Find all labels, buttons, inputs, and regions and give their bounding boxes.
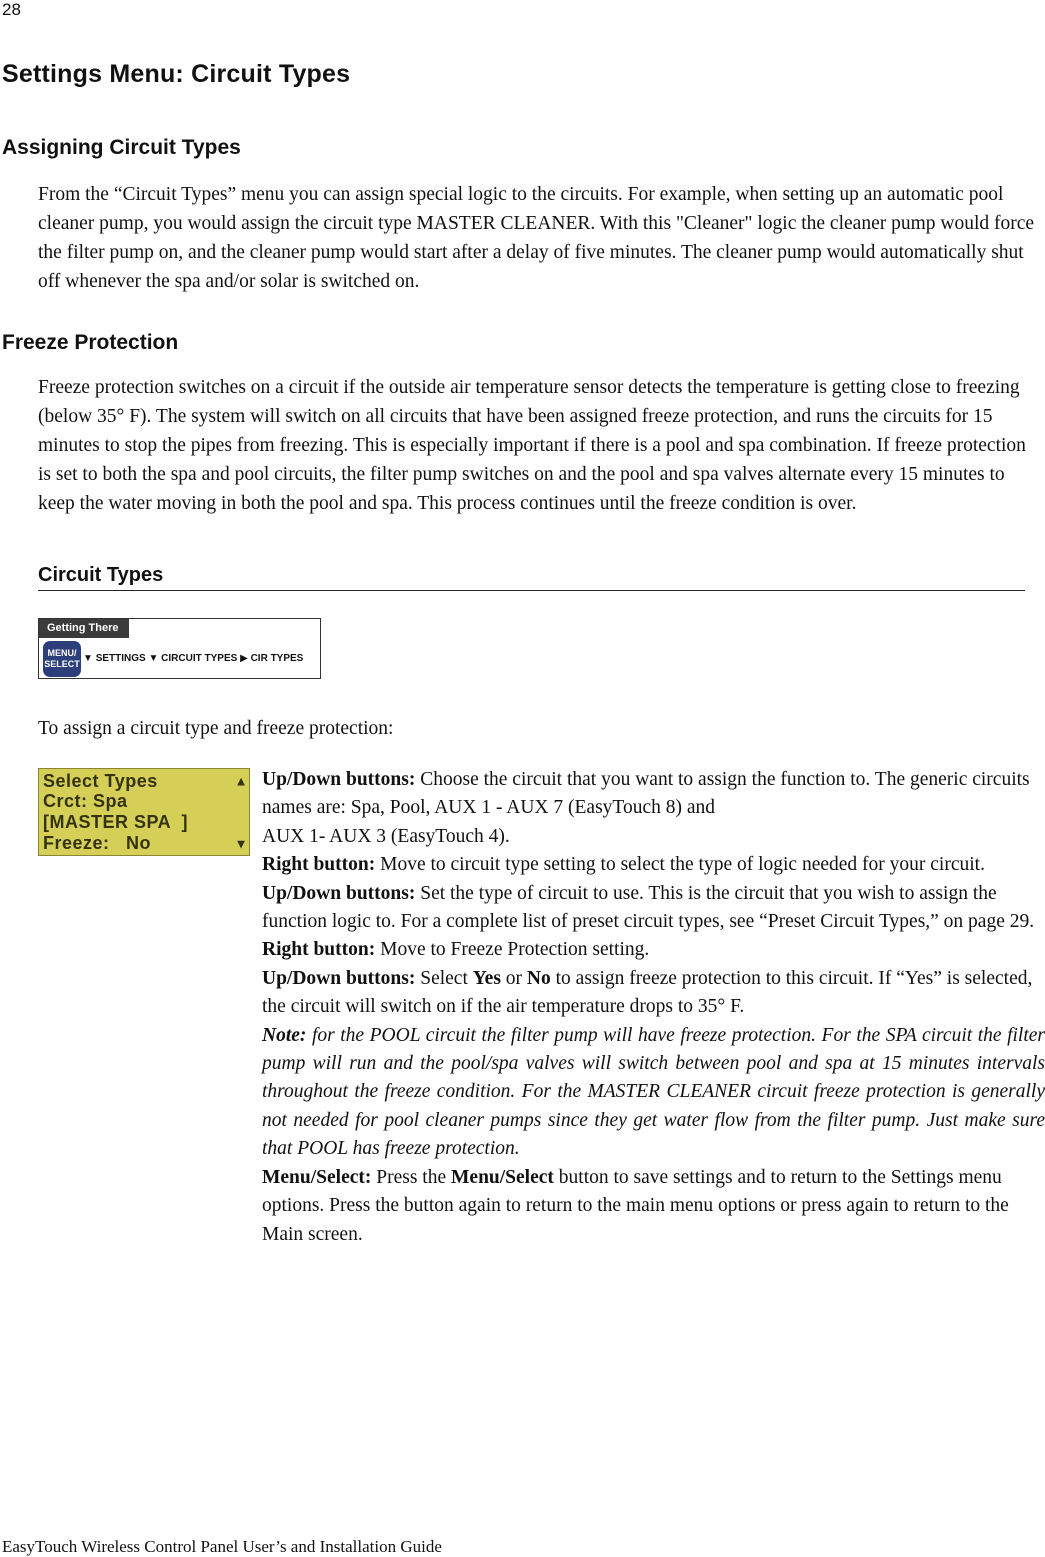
assigning-heading: Assigning Circuit Types — [2, 136, 241, 159]
step-text: or — [500, 967, 527, 989]
step-2 — [262, 851, 1045, 879]
step-text: Select — [415, 967, 473, 989]
step-6 — [262, 1164, 1045, 1249]
step-label: Up/Down buttons: — [262, 882, 416, 904]
lcd-line-1: Select Types — [43, 771, 158, 791]
step-label: Menu/Select: — [262, 1166, 372, 1188]
step-text-continued: AUX 1- AUX 3 (EasyTouch 4). — [262, 825, 510, 847]
step-text: Set the type of circuit to use. This is the circuit that you wish to assign the function logic to. For a complete list of preset circuit types, see “Preset Circuit Types,” on page 29. — [262, 882, 1035, 933]
step-label: Up/Down buttons: — [262, 769, 416, 790]
note-label: Note: — [262, 1024, 307, 1046]
step-4 — [262, 936, 1045, 964]
step-text: Move to circuit type setting to select the type of logic needed for your circuit. — [375, 854, 985, 876]
intro-text: To assign a circuit type and freeze protection: — [38, 718, 394, 739]
step-text: button to save settings and to return to the Settings menu options. Press the button again to return to the main menu options or press again to return to the Main screen. — [262, 1166, 1009, 1245]
down-triangle-icon: ▼ — [83, 653, 93, 664]
down-arrow-icon: ▼ — [237, 837, 245, 852]
assigning-paragraph: From the “Circuit Types” menu you can assign special logic to the circuits. For example, when setting up an automatic pool cleaner pump, you would assign the circuit type MASTER CLEANER. With this "Cleaner" logic the cleaner pump would force the filter pump on, and the cleaner pump would start after a delay of five minutes. The cleaner pump would automatically shut off whenever the spa and/or solar is switched on. — [38, 184, 1035, 292]
step-5 — [262, 965, 1045, 1022]
path-step-settings: SETTINGS — [95, 653, 146, 664]
navigation-path — [83, 653, 303, 664]
step-text: Move to Freeze Protection setting. — [375, 939, 650, 961]
step-3 — [262, 880, 1045, 937]
up-arrow-icon: ▲ — [237, 774, 245, 789]
path-step-cir-types: CIR TYPES — [250, 653, 304, 664]
note — [262, 1022, 1045, 1164]
lcd-line-4: Freeze: No — [43, 833, 152, 853]
section-divider — [38, 590, 1025, 591]
lcd-line-2: Crct: Spa — [43, 791, 128, 811]
right-triangle-icon: ▶ — [240, 653, 248, 664]
circuit-types-heading: Circuit Types — [38, 564, 164, 586]
getting-there-box — [38, 618, 321, 679]
step-1 — [262, 766, 1045, 851]
getting-there-tab: Getting There — [39, 619, 129, 638]
menu-button-line1: MENU/ — [47, 648, 77, 658]
lcd-line-3: [MASTER SPA ] — [43, 812, 188, 832]
note-text: for the POOL circuit the filter pump will have freeze protection. For the SPA circuit the filter pump will run and the pool/spa valves will switch between pool and spa at 15 minutes intervals throughout the freeze condition. For the MASTER CLEANER circuit freeze protection is generally not needed for pool cleaner pumps since they get water flow from the filter pump. Just make sure that POOL has freeze protection. — [262, 1024, 1045, 1160]
menu-select-bold: Menu/Select — [451, 1166, 554, 1188]
down-triangle-icon: ▼ — [148, 653, 159, 664]
step-label: Right button: — [262, 854, 376, 876]
step-label: Up/Down buttons: — [262, 967, 416, 989]
footer: EasyTouch Wireless Control Panel User’s and Installation Guide — [2, 1537, 442, 1556]
freeze-heading: Freeze Protection — [2, 331, 179, 354]
step-text: Choose the circuit that you want to assign the function to. The generic circuits names are: Spa, Pool, AUX 1 - AUX 7 (EasyTouch 8) and — [262, 769, 1030, 819]
freeze-paragraph: Freeze protection switches on a circuit if the outside air temperature sensor detects the temperature is getting close to freezing (below 35° F). The system will switch on all circuits that have been assigned freeze protection, and runs the circuits for 15 minutes to stop the pipes from freezing. This is especially important if there is a pool and spa combination. If freeze protection is set to both the spa and pool circuits, the filter pump switches on and the pool and spa valves alternate every 15 minutes to keep the water moving in both the pool and spa. This process continues until the freeze condition is over. — [38, 377, 1026, 514]
page-number: 28 — [2, 0, 21, 19]
step-text: Press the — [371, 1166, 452, 1188]
step-text: to assign freeze protection to this circuit. If “Yes” is selected, the circuit will switch on if the air temperature drops to 35° F. — [262, 967, 1033, 1018]
no-option: No — [526, 967, 551, 989]
lcd-display — [38, 768, 250, 856]
path-step-circuit-types: CIRCUIT TYPES — [161, 653, 238, 664]
menu-select-button-icon — [43, 641, 81, 677]
yes-option: Yes — [472, 967, 501, 989]
instruction-steps — [262, 766, 1045, 1249]
step-label: Right button: — [262, 939, 376, 961]
menu-button-line2: SELECT — [44, 659, 80, 669]
page-title: Settings Menu: Circuit Types — [2, 60, 351, 88]
